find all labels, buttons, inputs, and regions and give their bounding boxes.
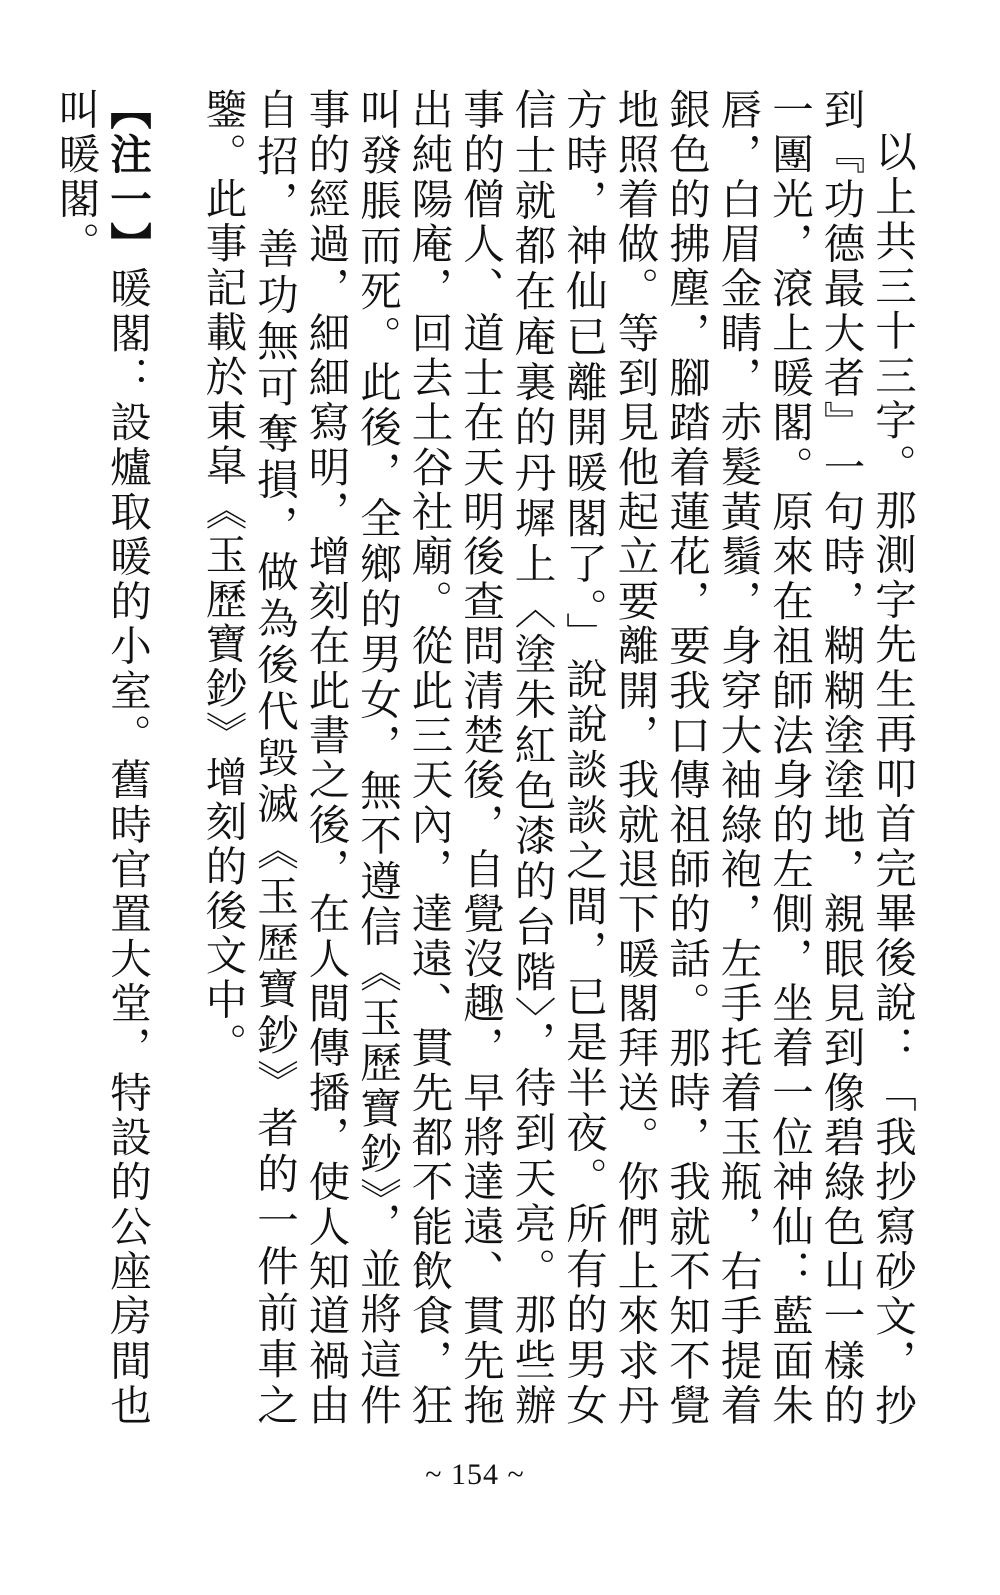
vertical-text-block: [50, 88, 918, 1428]
footnote-text: 暖閣：設爐取暖的小室。舊時官置大堂，特設的公座房間也叫暖閣。: [51, 88, 152, 1429]
page-number: ~ 154 ~: [425, 1458, 525, 1491]
footnote: [50, 88, 153, 1428]
main-paragraph: 以上共三十三字。那測字先生再叩首完畢後說：「我抄寫砂文，抄到『功德最大者』一句時，糊糊塗塗地，親眼見到像碧綠色山一樣的一團光，滾上暖閣。原來在祖師法身的左側，坐着一位神仙：藍面朱唇，白眉金睛，赤髮黃鬚，身穿大袖綠袍，左手托着玉瓶，右手提着銀色的拂塵，腳踏着蓮花，要我口傳祖師的話。那時，我就不知不覺地照着做。等到見他起立要離開，我就退下暖閣拜送。你們上來求丹方時，神仙已離開暖閣了。」說說談談之間，已是半夜。所有的男女信士就都在庵裏的丹墀上〈塗朱紅色漆的台階〉，待到天亮。那些辦事的僧人、道士在天明後查問清楚後，自覺沒趣，早將達遠、貫先拖出純陽庵，回去土谷社廟。從此三天內，達遠、貫先都不能飲食，狂叫發脹而死。此後，全鄉的男女，無不遵信《玉歷寶鈔》，並將這件事的經過，細細寫明，增刻在此書之後，在人間傳播，使人知道禍由自招，善功無可奪損，做為後代毀滅《玉歷寶鈔》者的一件前車之鑒。此事記載於東皐《玉歷寶鈔》增刻的後文中。: [198, 88, 917, 1428]
footnote-label: 【注一】: [103, 88, 152, 267]
